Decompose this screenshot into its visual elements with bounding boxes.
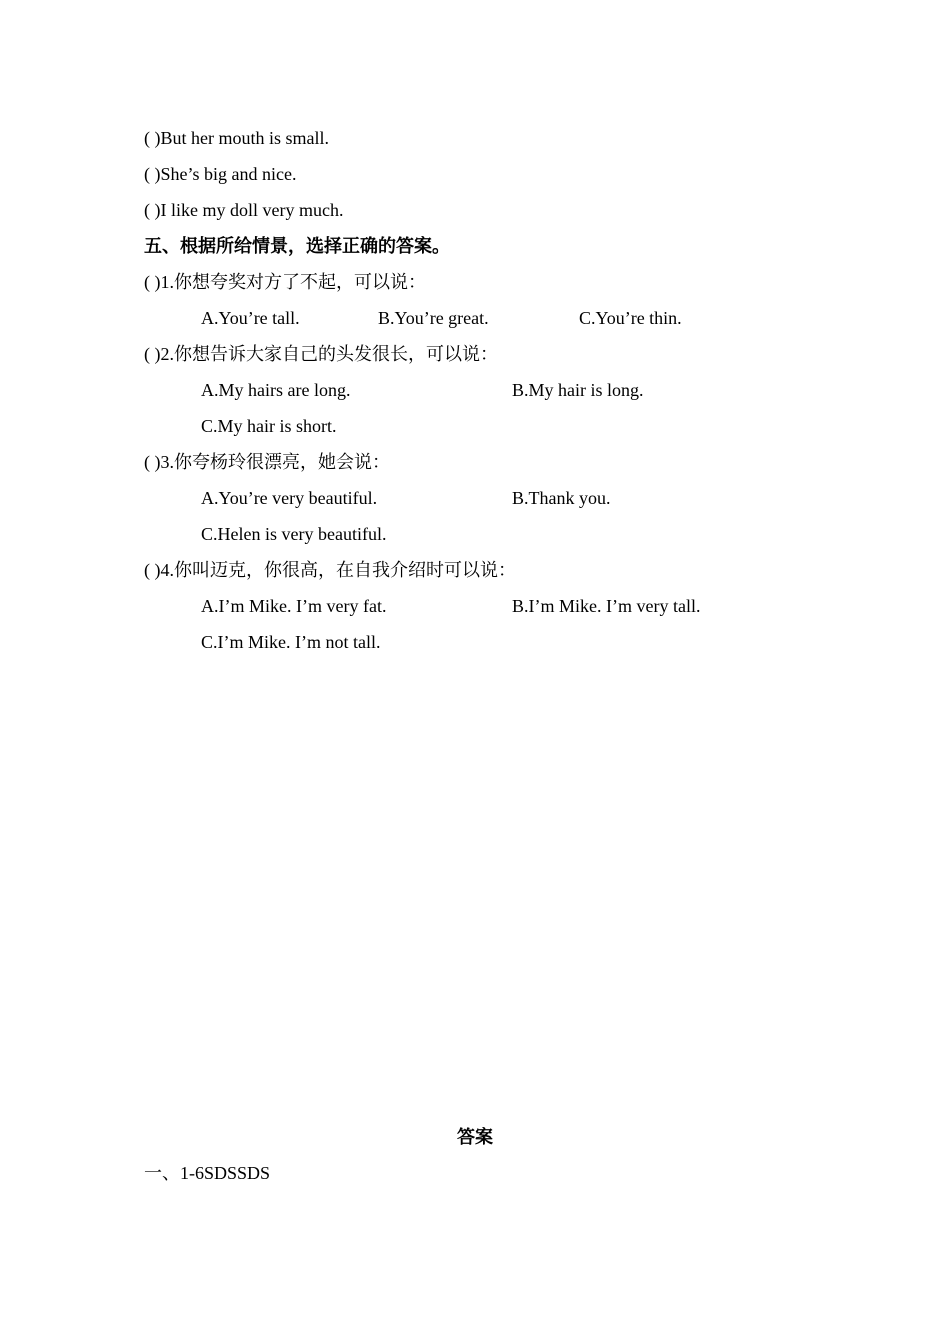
- option-c: C.I’m Mike. I’m not tall.: [201, 632, 381, 652]
- option-c: C.Helen is very beautiful.: [201, 524, 387, 544]
- option-a: A.You’re tall.: [201, 308, 300, 328]
- ordering-item: ( )I like my doll very much.: [144, 200, 344, 220]
- ordering-item: ( )She’s big and nice.: [144, 164, 297, 184]
- option-b: B.My hair is long.: [512, 380, 644, 400]
- option-c: C.You’re thin.: [579, 308, 682, 328]
- question-stem: ( )1.你想夸奖对方了不起，可以说：: [144, 272, 426, 292]
- ordering-item: ( )But her mouth is small.: [144, 128, 329, 148]
- option-a: A.I’m Mike. I’m very fat.: [201, 596, 387, 616]
- question-stem: ( )3.你夸杨玲很漂亮，她会说：: [144, 452, 390, 472]
- section-heading: 五、根据所给情景，选择正确的答案。: [144, 236, 450, 256]
- option-b: B.Thank you.: [512, 488, 611, 508]
- question-stem: ( )2.你想告诉大家自己的头发很长，可以说：: [144, 344, 498, 364]
- answers-title: 答案: [457, 1127, 493, 1147]
- option-b: B.I’m Mike. I’m very tall.: [512, 596, 701, 616]
- option-a: A.You’re very beautiful.: [201, 488, 378, 508]
- answer-line: 一、1-6SDSSDS: [144, 1163, 271, 1183]
- option-c: C.My hair is short.: [201, 416, 337, 436]
- option-b: B.You’re great.: [378, 308, 489, 328]
- question-stem: ( )4.你叫迈克，你很高，在自我介绍时可以说：: [144, 560, 516, 580]
- option-a: A.My hairs are long.: [201, 380, 351, 400]
